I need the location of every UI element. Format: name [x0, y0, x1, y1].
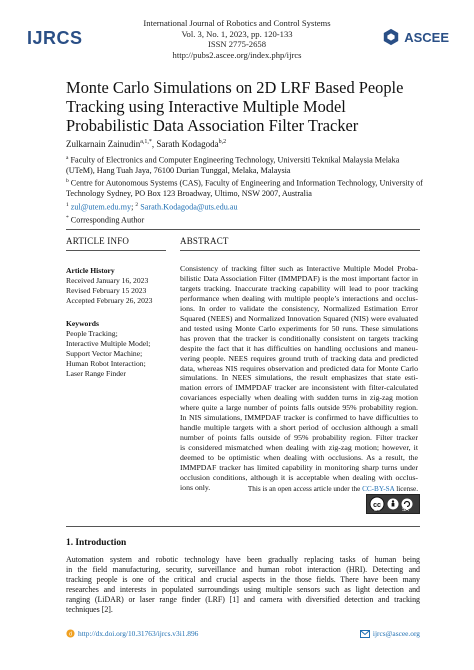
journal-issn: ISSN 2775-2658 — [207, 39, 266, 50]
article-info-heading: ARTICLE INFO — [66, 236, 130, 246]
affiliation-text: Faculty of Electronics and Computer Engineering Technology, Universiti Teknikal Malaysia Melaka (UTeM), Hang Tuah Jaya, 76100 Durian Tunggal, Melaka, Malaysia — [66, 155, 400, 176]
introduction-body — [66, 555, 420, 616]
divider — [180, 250, 420, 251]
doi-block — [66, 629, 198, 638]
affiliation-marker: b — [66, 178, 69, 185]
corresponding-author — [66, 213, 426, 226]
author-superscript: b,2 — [218, 139, 227, 145]
author-name: Zulkarnain Zainudin — [66, 139, 141, 149]
email-marker: 2 — [135, 201, 139, 208]
email-marker: 1 — [66, 201, 69, 208]
author-line — [66, 139, 226, 149]
abstract-line: ions. In order to validate the consistency, Normalized Estimation Error — [180, 303, 418, 313]
intro-line: tracking people is one of the critical and crucial aspects in the those fields. There have been many — [66, 575, 420, 585]
attribution-icon — [387, 498, 399, 510]
badge-sa-label: SA — [402, 507, 409, 513]
doi-icon — [66, 629, 75, 638]
corresponding-text: Corresponding Author — [70, 215, 145, 225]
abstract-line: simulations. In NEES simulations, the result emphasizes that state esti- — [180, 373, 418, 383]
abstract-line: number of points falls outside of 95% probability region. Filter tracker — [180, 433, 418, 443]
abstract-line: despite the fact that it has difficulties on handling occlusions and maneu- — [180, 343, 418, 353]
abstract-line: bilistic Data Association Filter (IMMPDAF) is the most important factor in — [180, 273, 418, 283]
author-superscript: a,1,* — [140, 139, 152, 145]
article-history — [66, 266, 174, 306]
history-revised: Revised February 15 2023 — [66, 286, 147, 295]
license-suffix: license. — [394, 485, 418, 493]
intro-line: Automation system and robotic technology have been gradually replacing tasks of human being — [66, 555, 420, 564]
keyword: People Tracking; — [66, 329, 118, 338]
journal-email-block — [360, 629, 420, 638]
email-link[interactable]: Sarath.Kodagoda@uts.edu.au — [140, 202, 238, 212]
email-link[interactable]: zul@utem.edu.my — [70, 202, 132, 212]
abstract-line: deemed to be optimistic when dealing with occlusions. As a result, the — [180, 453, 418, 463]
journal-volume: Vol. 3, No. 1, 2023, pp. 120-133 — [181, 28, 293, 39]
page-footer — [66, 629, 420, 638]
divider — [66, 229, 420, 230]
abstract-line: mation errors of IMMPDAF tracker are inconsistent with filter-calculated — [180, 383, 418, 393]
svg-text:d: d — [69, 631, 72, 638]
affiliation-marker: a — [66, 155, 69, 161]
affiliation-text: Centre for Autonomous Systems (CAS), Faculty of Engineering and Information Technology, University of Technology Sydney, PO Box 123 Broadway, Ultimo, NSW 2007, Australia — [66, 179, 423, 199]
history-accepted: Accepted February 26, 2023 — [66, 296, 153, 305]
abstract-line: handle multiple targets with a short period of occlusion although a small — [180, 423, 418, 433]
open-access-note — [180, 482, 418, 493]
affiliation-a — [66, 153, 426, 176]
abstract-heading: ABSTRACT — [180, 236, 229, 246]
intro-line: in the field manufacturing, security, surveillance and human robot interaction (HRI). Detecting and — [66, 565, 420, 575]
section-heading: 1. Introduction — [66, 538, 127, 548]
abstract-line: Consistency of tracking filter such as Interactive Multiple Model Proba- — [180, 264, 418, 273]
abstract-line: performance when dealing with multiple people’s interactions and occlus- — [180, 293, 418, 303]
abstract-line: occlusion conditions, although it is acceptable when dealing with occlus- — [180, 473, 418, 483]
abstract-line: and tested using Monte Carlo experiments for 50 runs. These simulations — [180, 323, 418, 333]
badge-by-label: BY — [374, 507, 381, 513]
divider — [66, 526, 420, 527]
divider — [66, 250, 166, 251]
abstract-line: covariances especially when dealing with sudden turns in zig-zag motion — [180, 393, 418, 403]
keyword: Interactive Multiple Model; — [66, 339, 151, 348]
license-prefix: This is an open access article under the — [247, 485, 363, 493]
journal-name: International Journal of Robotics and Control Systems — [143, 18, 331, 28]
keywords — [66, 319, 176, 379]
abstract-line: targets tracking. Inaccurate tracking capability will lead to poor tracking — [180, 283, 418, 293]
abstract-line: ions only. — [180, 482, 211, 492]
abstract-line: is considered mismatched when dealing with zig-zag motion; however, it — [180, 443, 418, 453]
corresponding-marker: * — [66, 214, 69, 221]
keyword: Human Robot Interaction; — [66, 359, 146, 368]
abstract-line: data, whereas NIS requires observation and predicted data for Monte Carlo — [180, 363, 418, 373]
ascee-logo — [382, 28, 449, 46]
keyword: Laser Range Finder — [66, 369, 126, 378]
abstract-line: IMMPDAF tracker has limited capability in monitoring sharp turns under — [180, 463, 418, 473]
keywords-label: Keywords — [66, 319, 99, 328]
envelope-icon — [360, 630, 370, 638]
journal-url[interactable]: http://pubs2.ascee.org/index.php/ijrcs — [172, 49, 302, 60]
author-separator: , — [151, 139, 157, 149]
abstract-line: vering people. NEES requires ground truth of tracking data and predicted — [180, 353, 418, 363]
abstract-line: In NIS simulations, IMMPDAF tracker is confirmed to have difficulties to — [180, 413, 418, 423]
svg-text:cc: cc — [373, 501, 381, 509]
history-label: Article History — [66, 266, 115, 275]
abstract-body — [180, 264, 418, 493]
license-link[interactable]: CC-BY-SA — [362, 485, 395, 493]
paper-title: Monte Carlo Simulations on 2D LRF Based People Tracking using Interactive Multiple Model Probabilistic Data Association Filter Tracker — [66, 78, 404, 135]
email-line: $^1$ zul@utem.edu.my; $^2$ Sarath.Kodagoda@uts.edu.au — [66, 201, 238, 212]
intro-line: researches and interests in populated surroundings using multiple sensors such as light detection and — [66, 585, 420, 595]
doi-link[interactable]: http://dx.doi.org/10.31763/ijrcs.v3i1.896 — [78, 629, 199, 638]
affiliation-b — [66, 176, 426, 199]
author-name: Sarath Kodagoda — [156, 139, 219, 149]
abstract-line: Squared (NEES) and Normalized Innovation Squared (NIS) were evaluated — [180, 313, 418, 323]
ascee-logo-text: ASCEE — [404, 29, 449, 45]
journal-email-link[interactable]: ijrcs@ascee.org — [372, 629, 420, 638]
affiliations — [66, 153, 426, 226]
intro-line: ranging (LiDAR) or laser range finder (LRF) [1] and camera with diversified detection and tracking — [66, 595, 420, 605]
intro-line: techniques [2]. — [66, 605, 113, 615]
abstract-line: has proven that the tracker is conditionally consistent on targets tracking — [180, 333, 418, 343]
hexagon-logo-icon — [382, 28, 400, 46]
journal-logo-ijrcs: IJRCS — [27, 28, 83, 48]
abstract-line: where quite a large number of points falls outside 95% probability region. — [180, 403, 418, 413]
history-received: Received January 16, 2023 — [66, 276, 149, 285]
keyword: Support Vector Machine; — [66, 349, 143, 358]
